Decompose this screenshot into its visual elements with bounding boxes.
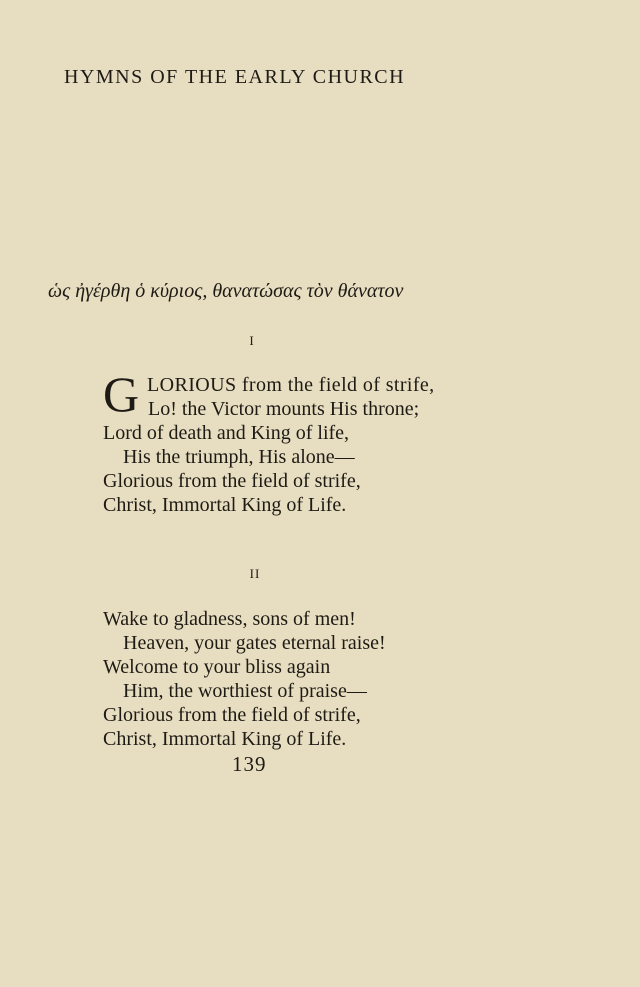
verse-line: Lord of death and King of life,: [103, 422, 350, 444]
running-title: HYMNS OF THE EARLY CHURCH: [64, 66, 406, 88]
verse-line: Christ, Immortal King of Life.: [103, 728, 347, 750]
verse-line: Heaven, your gates eternal raise!: [123, 632, 386, 654]
stanza-1: [103, 366, 435, 517]
stanza-numeral-1: I: [249, 333, 255, 348]
verse-line: [103, 397, 435, 421]
verse-line: Wake to gladness, sons of men!: [103, 608, 356, 630]
verse-line: Glorious from the field of strife,: [103, 704, 361, 726]
verse-line: His the triumph, His alone—: [123, 446, 355, 468]
verse-line: Christ, Immortal King of Life.: [103, 494, 347, 516]
verse-line: Him, the worthiest of praise—: [123, 680, 367, 702]
drop-cap: G: [103, 366, 140, 422]
stanza-2: [103, 607, 386, 751]
page-number: 139: [232, 752, 267, 776]
greek-epigraph: ὡς ἠγέρθη ὁ κύριος, θανατώσας τὸν θάνατον: [48, 280, 404, 302]
verse-line: Glorious from the field of strife,: [103, 470, 361, 492]
stanza-numeral-2: II: [249, 566, 261, 581]
verse-line-text: LORIOUS from the field of strife,: [147, 374, 435, 396]
verse-line-text: Lo! the Victor mounts His throne;: [148, 398, 420, 420]
verse-line: Welcome to your bliss again: [103, 656, 331, 678]
